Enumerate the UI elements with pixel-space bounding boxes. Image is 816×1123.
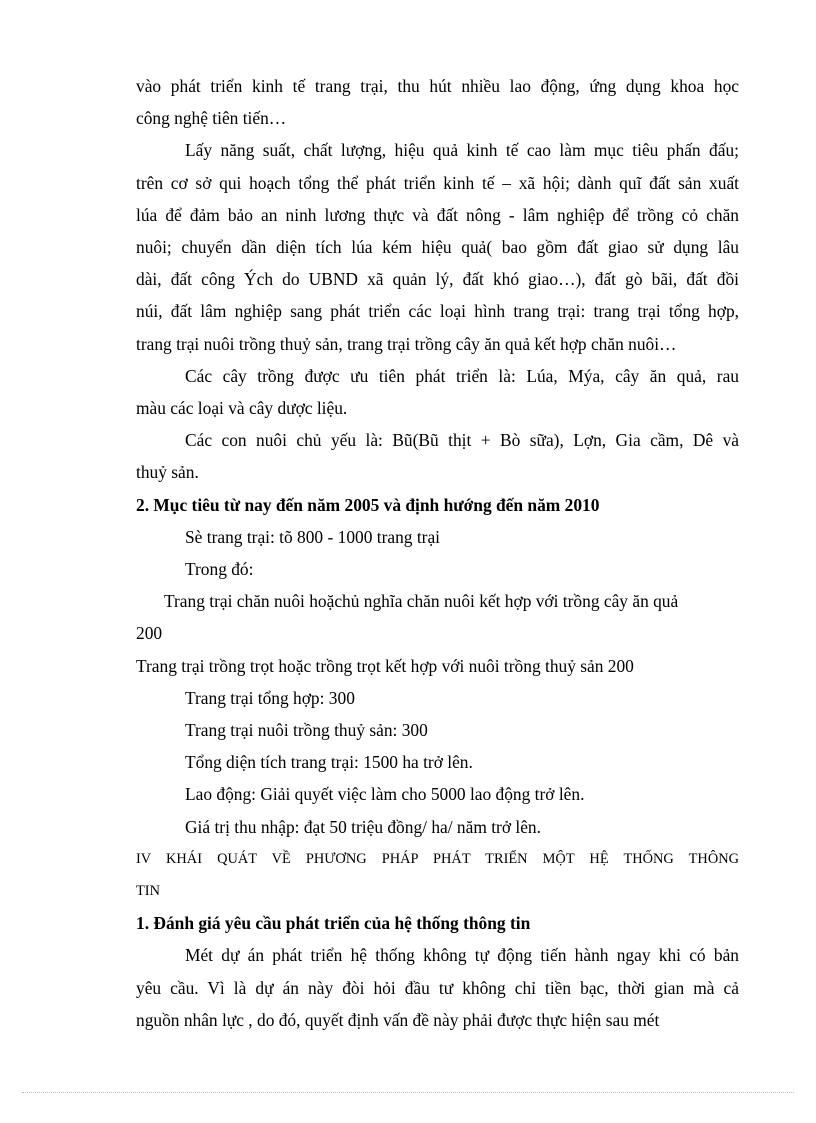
livestock-farm-line: Trang trại chăn nuôi hoặchủ nghĩa chăn nuôi kết hợp với trồng cây ăn quả xyxy=(164,591,679,612)
farm-count: Sè trang trại: tõ 800 - 1000 trang trại xyxy=(185,526,441,547)
section-heading-1: 1. Đánh giá yêu cầu phát triển của hệ thống thông tin xyxy=(136,913,531,934)
text-line: dài, đất công Ých do UBND xã quản lý, đất khó giao…), đất gò bãi, đất đồi xyxy=(136,269,739,290)
section-heading-iv: IV KHÁI QUÁT VỀ PHƯƠNG PHÁP PHÁT TRIỂN MỘT HỆ THỐNG THÔNG xyxy=(136,850,739,867)
section-heading-2: 2. Mục tiêu từ nay đến năm 2005 và định hướng đến năm 2010 xyxy=(136,494,600,515)
target-list xyxy=(136,682,739,843)
document-page xyxy=(136,70,739,1036)
text-line: Các con nuôi chủ yếu là: Bũ(Bũ thịt + Bò sữa), Lợn, Gia cầm, Dê và xyxy=(185,430,739,451)
crop-farm-line: Trang trại trồng trọt hoặc trồng trọt kết hợp với nuôi trồng thuỷ sản 200 xyxy=(136,655,634,676)
text-line: thuỷ sản. xyxy=(136,462,199,483)
livestock-farm-count: 200 xyxy=(136,623,163,644)
target-item: Trang trại tổng hợp: 300 xyxy=(185,687,355,708)
text-line: lúa để đảm bảo an ninh lương thực và đất nông - lâm nghiệp để trồng cỏ chăn xyxy=(136,204,739,225)
paragraph-4 xyxy=(136,424,739,488)
target-item: Tổng diện tích trang trại: 1500 ha trở lên. xyxy=(185,752,473,773)
text-line: yêu cầu. Vì là dự án này đòi hỏi đầu tư không chỉ tiền bạc, thời gian mà cả xyxy=(136,977,739,998)
text-line: Các cây trồng được ưu tiên phát triển là: Lúa, Mýa, cây ăn quả, rau xyxy=(185,365,739,386)
section-heading-iv-cont: TIN xyxy=(136,883,160,900)
text-line: nuôi; chuyển dần diện tích lúa kém hiệu quả( bao gồm đất giao sử dụng lâu xyxy=(136,237,739,258)
trong-do-label: Trong đó: xyxy=(185,559,254,580)
paragraph-3 xyxy=(136,360,739,424)
text-line: màu các loại và cây dược liệu. xyxy=(136,398,348,419)
text-line: công nghệ tiên tiến… xyxy=(136,108,287,129)
text-line: trang trại nuôi trồng thuỷ sản, trang trại trồng cây ăn quả kết hợp chăn nuôi… xyxy=(136,333,677,354)
page-bottom-divider xyxy=(22,1092,794,1093)
target-item: Trang trại nuôi trồng thuỷ sản: 300 xyxy=(185,720,428,741)
paragraph-1 xyxy=(136,70,739,134)
text-line: vào phát triển kinh tế trang trại, thu hút nhiều lao động, ứng dụng khoa học xyxy=(136,76,739,96)
text-line: Mét dự án phát triển hệ thống không tự động tiến hành ngay khi có bản xyxy=(185,945,739,966)
text-line: nguồn nhân lực , do đó, quyết định vấn đề này phải được thực hiện sau mét xyxy=(136,1009,660,1030)
target-item: Lao động: Giải quyết việc làm cho 5000 lao động trở lên. xyxy=(185,784,585,805)
text-line: Lấy năng suất, chất lượng, hiệu quả kinh tế cao làm mục tiêu phấn đấu; xyxy=(185,140,739,161)
paragraph-final xyxy=(136,939,739,1036)
paragraph-2 xyxy=(136,134,739,359)
target-item: Giá trị thu nhập: đạt 50 triệu đồng/ ha/ năm trở lên. xyxy=(185,816,541,837)
text-line: trên cơ sở qui hoạch tổng thể phát triển kinh tế – xã hội; dành quĩ đất sản xuất xyxy=(136,172,739,193)
text-line: núi, đất lâm nghiệp sang phát triển các loại hình trang trại: trang trại tổng hợp, xyxy=(136,301,739,322)
